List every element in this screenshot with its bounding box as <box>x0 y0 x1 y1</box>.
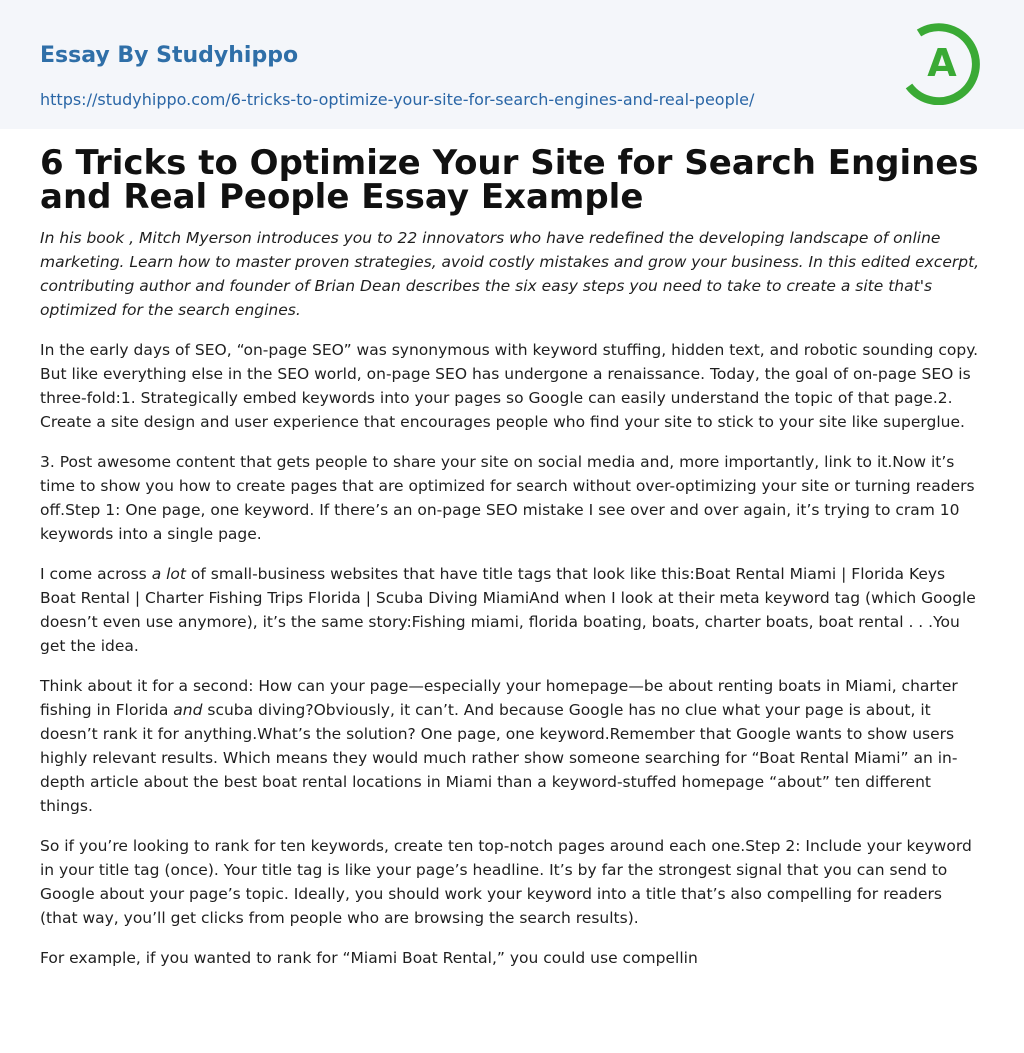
page-url-link[interactable]: https://studyhippo.com/6-tricks-to-optimize-your-site-for-search-engines-and-real-people/ <box>40 90 755 109</box>
paragraph-4-text-a: Think about it for a second: How can your page—especially your homepage—be about renting boats in Miami, charter fishing in Florida <box>40 677 958 719</box>
paragraph-4-emphasis: and <box>173 701 203 719</box>
paragraph-1: In the early days of SEO, “on-page SEO” was synonymous with keyword stuffing, hidden text, and robotic sounding copy. But like everything else in the SEO world, on-page SEO has undergone a renaissance. Today, the goal of on-page SEO is three-fold:1. Strategically embed keywords into your pages so Google can easily understand the topic of that page.2. Create a site design and user experience that encourages people who find your site to stick to your site like superglue. <box>40 341 979 431</box>
paragraph-5: So if you’re looking to rank for ten keywords, create ten top-notch pages around each one.Step 2: Include your keyword in your title tag (once). Your title tag is like your page’s headline. It’s by far the strongest signal that you can send to Google about your page’s topic. Ideally, you should work your keyword into a title that’s also compelling for readers (that way, you’ll get clicks from people who are browsing the search results). <box>40 837 972 927</box>
paragraph-3-emphasis: a lot <box>151 565 186 583</box>
article-intro: In his book , Mitch Myerson introduces you to 22 innovators who have redefined the developing landscape of online marketing. Learn how to master proven strategies, avoid costly mistakes and grow your business. In this edited excerpt, contributing author and founder of Brian Dean describes the six easy steps you need to take to create a site that's optimized for the search engines. <box>40 229 980 319</box>
article-title: 6 Tricks to Optimize Your Site for Search Engines and Real People Essay Example <box>40 143 979 217</box>
brand-title[interactable]: Essay By Studyhippo <box>40 43 299 68</box>
paragraph-6: For example, if you wanted to rank for “Miami Boat Rental,” you could use compellin <box>40 949 698 967</box>
logo-letter: A <box>927 41 957 85</box>
paragraph-3 <box>40 562 984 658</box>
paragraph-3-text-a: I come across <box>40 565 152 583</box>
studyhippo-logo-icon[interactable] <box>899 19 985 105</box>
article <box>0 129 1024 970</box>
paragraph-4 <box>40 674 984 818</box>
paragraph-3-text-b: of small-business websites that have title tags that look like this:Boat Rental Miami | Florida Keys Boat Rental | Charter Fishing Trips Florida | Scuba Diving MiamiAnd when I look at their meta keyword tag (which Google doesn’t even use anymore), it’s the same story:Fishing miami, florida boating, boats, charter boats, boat rental . . .You get the idea. <box>40 565 976 655</box>
site-header <box>0 0 1024 129</box>
paragraph-4-text-b: scuba diving?Obviously, it can’t. And because Google has no clue what your page is about, it doesn’t rank it for anything.What’s the solution? One page, one keyword.Remember that Google wants to show users highly relevant results. Which means they would much rather show someone searching for “Boat Rental Miami” an in-depth article about the best boat rental locations in Miami than a keyword-stuffed homepage “about” ten different things. <box>40 701 958 815</box>
paragraph-2: 3. Post awesome content that gets people to share your site on social media and, more importantly, link to it.Now it’s time to show you how to create pages that are optimized for search without over-optimizing your site or turning readers off.Step 1: One page, one keyword. If there’s an on-page SEO mistake I see over and over again, it’s trying to cram 10 keywords into a single page. <box>40 453 975 543</box>
